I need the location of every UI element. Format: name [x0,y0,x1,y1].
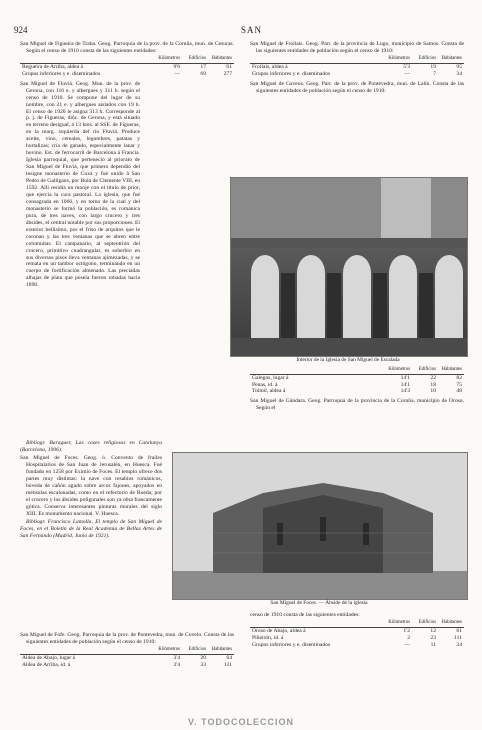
entry-fluvia: San Miguel de Fluviá. Geog. Mun. de la prov. de Gerona, con 116 e. y albergues y 311 h. según el censo de 1910. Se compone del lugar de su nombre, con 21 e. y albergues aislados con 19 h. El censo de 1920 le asigna 313 h. Corresponde al p. j. de Figueras, dióc. de Gerona, y está situado en terreno desigual, á 13 kms. al SSE. de Figueras, en la marg. izquierda del río Fluviá. Produce aceite, vino, cereales, legumbres, patatas y hortalizas; cría de ganado, especialmente lanar y bovino. Est. de ferrocarril de Barcelona á Francia. Iglesia parroquial, que perteneció al priorato de San Miguel de Fluviá, que primero dependió del insigne monasterio de Cuxá y fué unido á San Pedro de Galligans, por Bula de Clemente VIII, en 1592. Allí residía un monje con el título de prior, que ejercía la cura pastoral. La iglesia, que fué consagrada en 1066, y en torno de la cual y del monasterio se formó la población, es románica pura, de tres naves, con largo crucero y tres ábsides, el central notable por sus proporciones. El exterior bellísimo, por el friso de arquitos que le coronan y las tres ventanas que se abren entre columnitas. El campanario, al septentrión del crucero, primitivo cuadrangular, es soberbio en sus diversos pisos lleva ventanas ajimezadas, y se remata en un tambor octógono, terminando en un cuerpo de fortificación almenado. Las preciadas alhajas de plata que poseía fueron robadas hacia 1890. [20,80,140,289]
left-column [20,41,234,291]
bibliography-fluvia: Bibliogr. Baraguer, Las cases religiosas en Catalunya (Barcelona, 1906). [20,440,162,453]
table-gaveos: Kilómetros Edificios Habitantes Galegos, lugar á 14'1 22 82 Penas, id. á 14'1 18 75 Toimil, aldea á 14'3 10 48 [252,367,462,395]
table-row: Aldea de Arriba, id. á 3'4 33 111 [22,661,232,668]
table-row: Regueira de Arriba, aldea á 9'6 17 61 [22,64,232,71]
table-row: Grupos inferiores y e. diseminados — 11 34 [252,641,462,648]
page-number: 924 [14,25,28,35]
entry-foces: San Miguel de Foces. Geog. ó. Convento de frailes Hospitalarios de San Juan de Jerusalén, en Huesca. Fué fundado en 1258 por Eximio de Foces. El templo ofrece dos partes muy distintas: la nave con resabios románicos, bóveda de cañón agudo sobre arcos fajones, apoyados en ménsulas escalonadas, como en el refectorio de Rueda; por el crucero y los ábsides poligonales son ya obra francamente gótica. Conserva interesantes pinturas murales del siglo XIII. Es monumento nacional. V. Huesca. [20,455,162,517]
col-edificios: Edificios [182,56,208,63]
figure-caption-foces: San Miguel de Foces. — Ábside de la iglesia [270,600,368,606]
photo-foces-apse [172,452,468,600]
table-row: Penas, id. á 14'1 18 75 [252,381,462,388]
apse-illustration [173,453,467,599]
col-habitantes: Habitantes [208,56,234,63]
table-gandara: Kilómetros Edificios Habitantes Oroso de Abajo, aldea á 1'2 12 61 Piñeirón, id. á 2 23 111 Grupos inferiores y e. diseminados — 11 34 [252,620,462,648]
figure-caption-escalada: Interior de la Iglesia de San Miguel de Escalada [296,357,400,363]
table-row: Oroso de Abajo, aldea á 1'2 12 61 [252,628,462,635]
left-column-bottom [20,632,234,672]
entry-gandara-continued: censo de 1910 consta de las siguientes entidades: [250,612,360,618]
right-column-mid [250,366,464,413]
left-column-lower [20,440,162,542]
watermark: V. TODOCOLECCION [0,714,482,730]
right-column [250,41,464,96]
table-froilais: Kilómetros Edificios Habitantes Froilaís, aldea á 5'3 19 95 Grupos inferiores y e. diseminados — 7 34 [252,56,462,77]
table-row: Galegos, lugar á 14'1 22 82 [252,374,462,381]
table-row: Froilaís, aldea á 5'3 19 95 [252,64,462,71]
entry-fofe: San Miguel de Fofe. Geog. Parroquia de la prov. de Pontevedra, mun. de Covelo. Consta de las siguientes entidades de población según el censo de 1910: [20,632,234,645]
table-row: Toimil, aldea á 14'3 10 48 [252,388,462,395]
table-row: Grupos inferiores y e. diseminados — 7 34 [252,70,462,77]
bibliography-foces: Bibliogr. Francisco Lamolla, El templo de San Miguel de Foces, en el Boletín de la Real Academia de Bellas Artes de San Fernando (Madrid, Junio de 1921). [20,519,162,540]
table-fofe: Kilómetros Edificios Habitantes Aldea de Abajo, lugar á 3'4 20 64 Aldea de Arriba, id. á 3'4 33 111 [22,647,232,668]
right-column-bottom [250,612,464,652]
page-header [14,25,468,37]
table-figueira [20,56,234,77]
entry-froilais: San Miguel de Froilaís. Geog. Parr. de la provincia de Lugo, municipio de Samos. Consta de las siguientes entidades de población según el censo de 1910: [250,41,464,54]
entry-gandara: San Miguel de Gándara. Geog. Parroquia de la provincia de la Coruña, municipio de Oroso. Según el [250,398,464,412]
table-row: Aldea de Abajo, lugar á 3'4 20 64 [22,655,232,662]
photo-escalada-interior [230,177,468,357]
entry-gaveos: San Miguel de Gaveos. Geog. Parr. de la prov. de Pontevedra, mun. de Lalín. Consta de las siguientes entidades de población según el censo de 1910: [250,80,464,94]
arches-illustration [231,178,467,356]
running-title: SAN [241,25,263,35]
table-row: Grupos inferiores y e. diseminados — 69 277 [22,70,232,77]
entry-figueira: San Miguel de Figueira de Traba. Geog. Parroquia de la prov. de la Coruña, mun. de Cesuras. Según el censo de 1910 consta de las siguientes entidades: [20,41,234,54]
table-row: Piñeirón, id. á 2 23 111 [252,634,462,641]
col-km: Kilómetros [156,56,182,63]
